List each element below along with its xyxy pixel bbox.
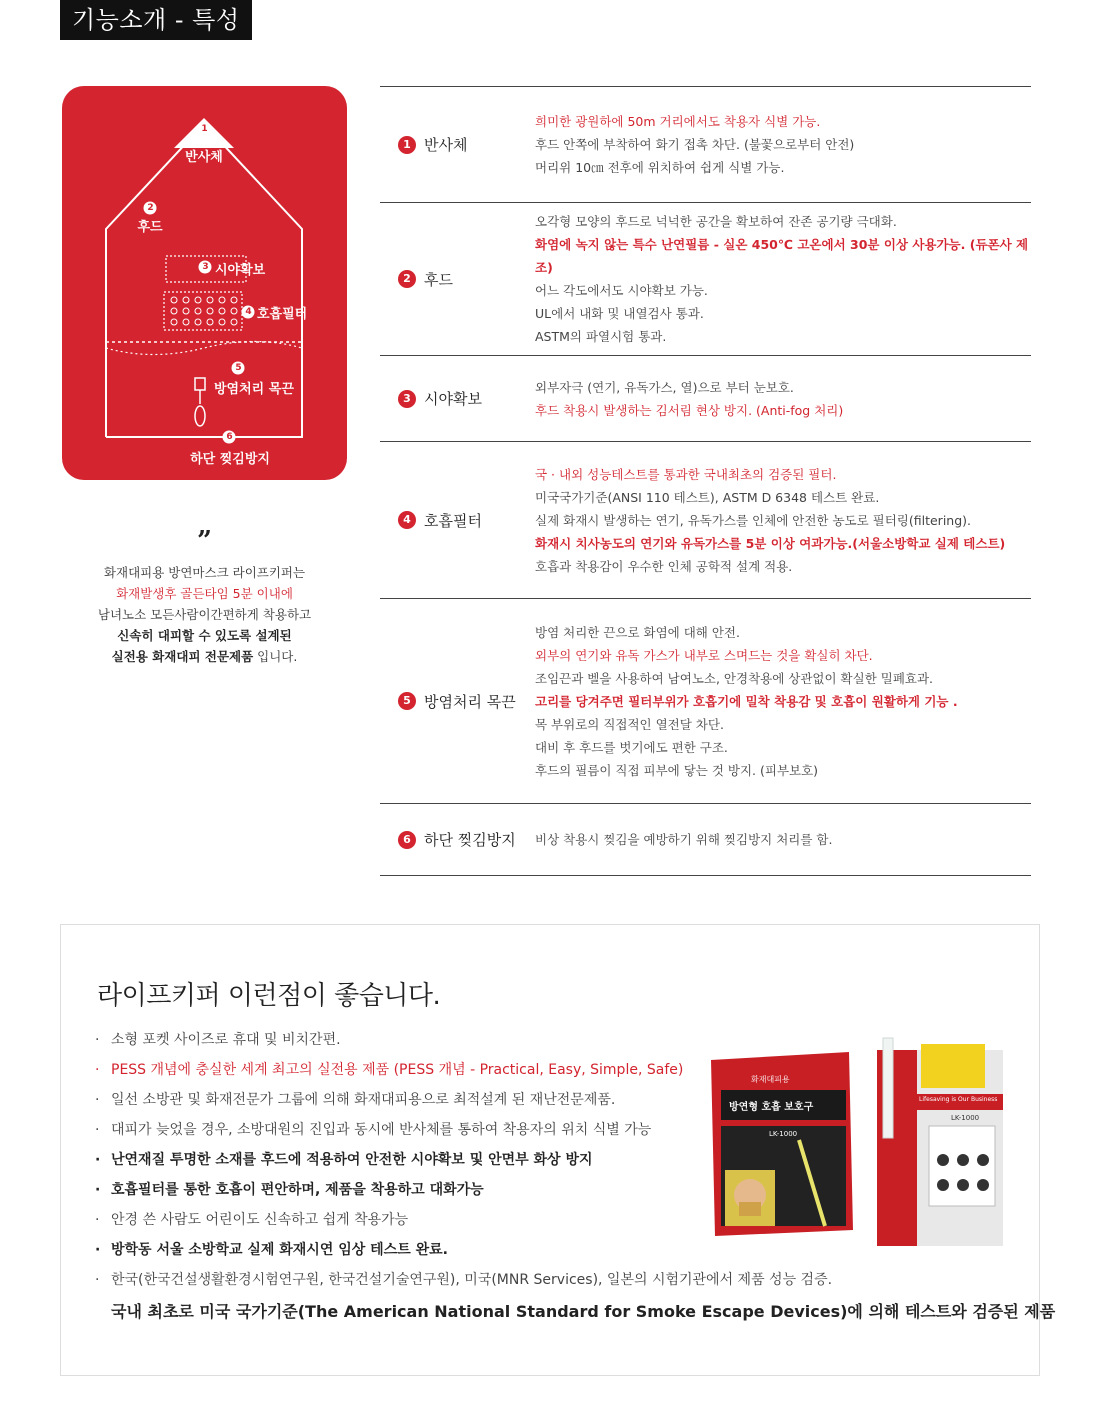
pack-right-model: LK-1000 <box>951 1114 980 1122</box>
detail-line: 대비 후 후드를 벗기에도 편한 구조. <box>535 739 728 755</box>
hood-diagram <box>62 86 347 480</box>
number-badge: 2 <box>398 270 416 288</box>
pack-right-banner: Lifesaving is Our Business <box>919 1096 998 1103</box>
diagram-label-reflector: 반사체 <box>185 150 223 165</box>
detail-line: 머리위 10㎝ 전후에 위치하여 쉽게 식별 가능. <box>535 160 785 175</box>
section-title: 기능소개 - 특성 <box>60 0 252 40</box>
detail-line: 방염 처리한 끈으로 화염에 대해 안전. <box>535 624 740 640</box>
bullet-icon: · <box>95 1272 100 1288</box>
detail-line: 외부자극 (연기, 유독가스, 열)으로 부터 눈보호. <box>535 379 794 395</box>
feature-details <box>535 463 1031 578</box>
detail-line: ASTM의 파열시험 통과. <box>535 329 667 344</box>
detail-line: 호흡과 착용감이 우수한 인체 공학적 설계 적용. <box>535 558 793 574</box>
bullet-icon: · <box>95 1152 101 1168</box>
benefits-footer: 국내 최초로 미국 국가기준(The American National Standard for Smoke Escape Devices)에 의해 테스트와 검증된 제품 <box>111 1302 1056 1321</box>
bullet-icon: · <box>95 1032 100 1048</box>
bullet-icon: · <box>95 1092 100 1108</box>
quote-rest-text: 입니다. <box>253 649 298 664</box>
number-badge: 1 <box>398 136 416 154</box>
feature-label <box>380 691 535 712</box>
quote-line: 화재대피용 방연마스크 라이프키퍼는 <box>103 565 306 580</box>
list-item-text: 일선 소방관 및 화재전문가 그룹에 의해 화재대피용으로 최적설계 된 재난전문제품. <box>111 1092 616 1108</box>
feature-name: 하단 찢김방지 <box>424 831 516 849</box>
list-item-text: 한국(한국건설생활환경시험연구원, 한국건설기술연구원), 미국(MNR Services), 일본의 시험기관에서 제품 성능 검증. <box>111 1272 833 1288</box>
diagram-num-1: 1 <box>201 124 208 134</box>
feature-name: 호흡필터 <box>424 511 482 530</box>
feature-name: 방염처리 목끈 <box>424 692 516 711</box>
quote-line-bold: 신속히 대피할 수 있도록 설계된 <box>117 628 292 643</box>
list-item-text: 방학동 서울 소방학교 실제 화재시연 임상 테스트 완료. <box>111 1242 448 1258</box>
feature-label <box>380 269 535 290</box>
diagram-label-hood: 후드 <box>137 220 163 235</box>
detail-line: 후드 착용시 발생하는 김서림 현상 방지. (Anti-fog 처리) <box>535 402 844 418</box>
detail-line: 외부의 연기와 유독 가스가 내부로 스며드는 것을 확실히 차단. <box>535 647 873 663</box>
feature-name: 시야확보 <box>424 390 482 408</box>
table-row <box>380 355 1031 441</box>
diagram-label-filter: 호흡필터 <box>257 307 308 322</box>
list-item <box>95 1145 735 1175</box>
diagram-num-5: 5 <box>235 363 242 373</box>
bullet-icon: · <box>95 1182 101 1198</box>
feature-name: 반사체 <box>424 136 468 154</box>
feature-details <box>535 376 1031 422</box>
diagram-num-4: 4 <box>245 307 252 317</box>
list-item-text: PESS 개념에 충실한 세계 최고의 실전용 제품 (PESS 개념 - Practical, Easy, Simple, Safe) <box>111 1062 684 1078</box>
list-item-text: 난연재질 투명한 소재를 후드에 적용하여 안전한 시야확보 및 안면부 화상 방지 <box>111 1152 593 1168</box>
list-item <box>95 1235 735 1265</box>
bullet-icon: · <box>95 1212 100 1228</box>
detail-line: 미국국가기준(ANSI 110 테스트), ASTM D 6348 테스트 완료. <box>535 489 880 505</box>
pack-left-title: 화재대피용 <box>751 1075 790 1084</box>
detail-line: 화염에 녹지 않는 특수 난연필름 - 실온 450℃ 고온에서 30분 이상 사용가능. (듀폰사 제조) <box>535 237 1029 275</box>
list-item <box>95 1205 735 1235</box>
table-row <box>380 803 1031 876</box>
list-item <box>95 1175 735 1205</box>
feature-details <box>535 621 1031 782</box>
detail-line: 후드의 필름이 직접 피부에 닿는 것 방지. (피부보호) <box>535 762 819 778</box>
diagram-num-3: 3 <box>202 262 209 272</box>
quote-line: 남녀노소 모든사람이간편하게 착용하고 <box>97 607 312 622</box>
table-row <box>380 598 1031 803</box>
feature-label <box>380 510 535 531</box>
detail-line: UL에서 내화 및 내열검사 통과. <box>535 306 704 321</box>
detail-line: 어느 각도에서도 시야확보 가능. <box>535 283 708 298</box>
feature-label <box>380 388 535 409</box>
product-quote <box>62 528 347 667</box>
feature-label <box>380 134 535 155</box>
feature-label <box>380 829 535 850</box>
diagram-num-6: 6 <box>226 432 233 442</box>
number-badge: 4 <box>398 511 416 529</box>
product-image <box>707 1030 1007 1252</box>
diagram-label-strap: 방염처리 목끈 <box>214 382 294 397</box>
detail-line: 화재시 치사농도의 연기와 유독가스를 5분 이상 여과가능.(서울소방학교 실제 테스트) <box>535 535 1006 551</box>
quote-line <box>62 646 347 667</box>
list-item <box>95 1085 735 1115</box>
feature-details <box>535 110 1031 179</box>
diagram-label-vision: 시야확보 <box>215 263 266 278</box>
list-item-text: 대피가 늦었을 경우, 소방대원의 진입과 동시에 반사체를 통하여 착용자의 위치 식별 가능 <box>111 1122 652 1138</box>
number-badge: 3 <box>398 390 416 408</box>
detail-line: 국 · 내외 성능테스트를 통과한 국내최초의 검증된 필터. <box>535 466 837 482</box>
pack-left-subtitle: 방연형 호흡 보호구 <box>729 1102 814 1113</box>
feature-table <box>380 86 1031 876</box>
product-package-svg <box>707 1030 1007 1252</box>
table-row <box>380 202 1031 355</box>
number-badge: 6 <box>398 831 416 849</box>
feature-details <box>535 210 1031 348</box>
list-item-text: 소형 포켓 사이즈로 휴대 및 비치간편. <box>111 1032 341 1048</box>
list-item-text: 안경 쓴 사람도 어린이도 신속하고 쉽게 착용가능 <box>111 1212 409 1228</box>
feature-details <box>535 828 1031 851</box>
list-item <box>95 1025 735 1055</box>
pack-left-model: LK-1000 <box>769 1130 798 1138</box>
list-item-text: 호흡필터를 통한 호흡이 편안하며, 제품을 착용하고 대화가능 <box>111 1182 484 1198</box>
quote-bold-text: 실전용 화재대피 전문제품 <box>111 649 254 664</box>
bullet-icon: · <box>95 1122 100 1138</box>
bullet-icon: · <box>95 1242 101 1258</box>
detail-line: 실제 화재시 발생하는 연기, 유독가스를 인체에 안전한 농도로 필터링(filtering). <box>535 512 971 528</box>
number-badge: 5 <box>398 692 416 710</box>
list-item <box>95 1115 735 1145</box>
table-row <box>380 86 1031 202</box>
diagram-num-2: 2 <box>147 203 154 213</box>
feature-name: 후드 <box>424 270 453 289</box>
bullet-icon: · <box>95 1062 100 1078</box>
detail-line: 고리를 당겨주면 필터부위가 호흡기에 밀착 착용감 및 호흡이 원활하게 기능 . <box>535 693 958 709</box>
benefits-title: 라이프키퍼 이런점이 좋습니다. <box>97 981 441 1011</box>
benefits-panel <box>60 924 1056 1376</box>
detail-line: 비상 착용시 찢김을 예방하기 위해 찢김방지 처리를 함. <box>535 832 833 847</box>
detail-line: 희미한 광원하에 50m 거리에서도 착용자 식별 가능. <box>535 114 821 129</box>
diagram-label-tear: 하단 찢김방지 <box>190 452 270 467</box>
table-row <box>380 441 1031 598</box>
detail-line: 후드 안쪽에 부착하여 화기 접촉 차단. (불꽃으로부터 안전) <box>535 137 855 152</box>
quote-mark-icon: ” <box>197 526 212 556</box>
list-item <box>95 1055 735 1085</box>
detail-line: 목 부위로의 직접적인 열전달 차단. <box>535 716 724 732</box>
detail-line: 조임끈과 벨을 사용하여 남여노소, 안경착용에 상관없이 확실한 밀폐효과. <box>535 670 934 686</box>
detail-line: 오각형 모양의 후드로 넉넉한 공간을 확보하여 잔존 공기량 극대화. <box>535 214 897 229</box>
quote-line-highlight: 화재발생후 골든타임 5분 이내에 <box>116 586 293 601</box>
list-item <box>95 1265 833 1295</box>
